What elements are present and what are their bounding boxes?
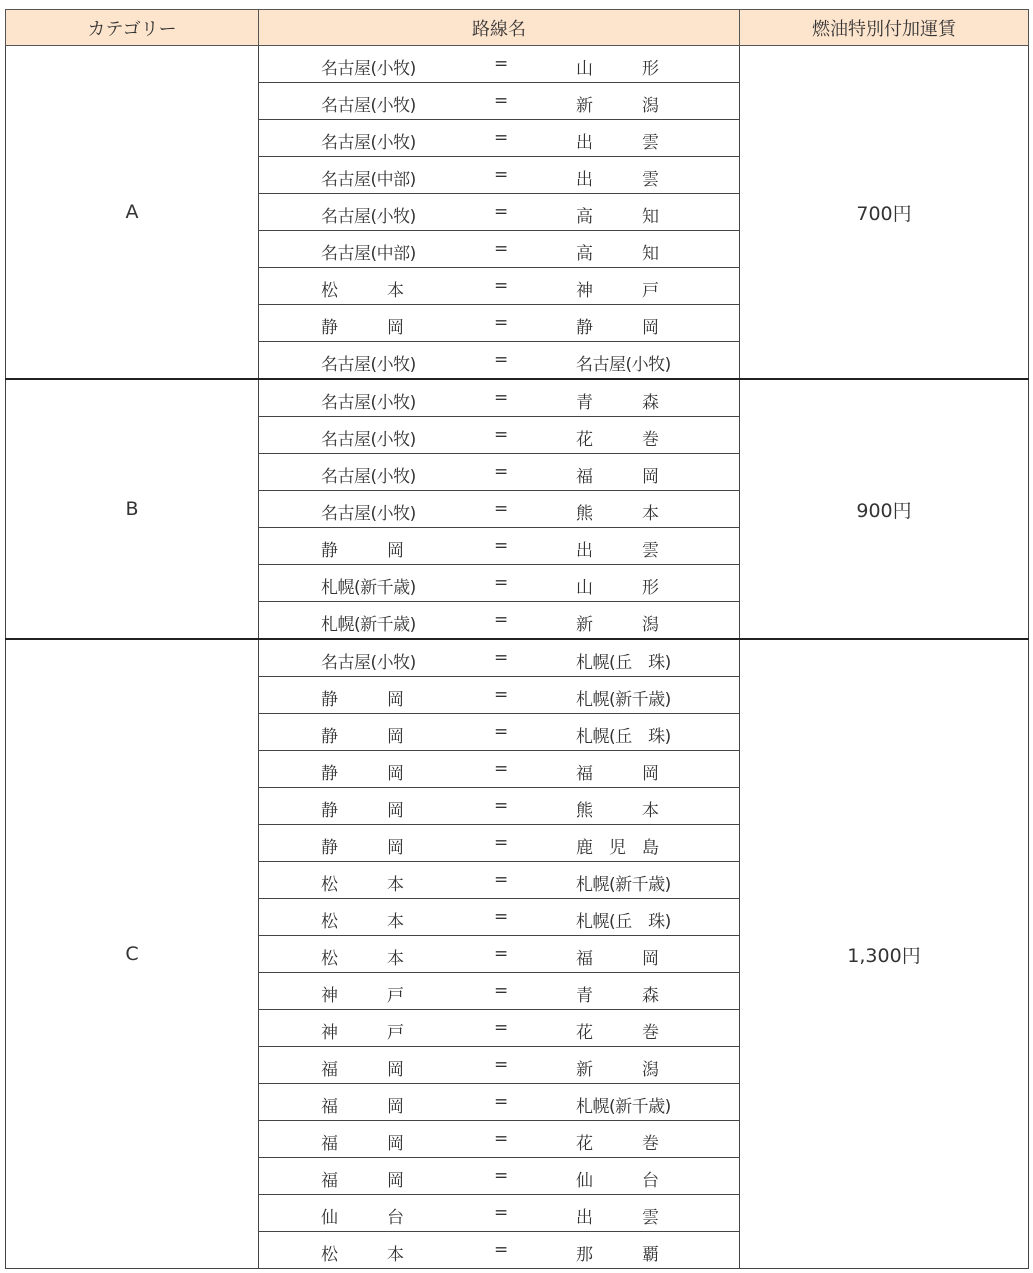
route-separator: = [494, 1240, 509, 1260]
route-origin: 静 岡 [321, 838, 404, 858]
route-destination: 花 巻 [576, 1023, 659, 1043]
route-destination: 熊 本 [576, 801, 659, 821]
route-cell [259, 788, 740, 825]
route-destination: 出 雲 [576, 133, 659, 153]
route-origin: 神 戸 [321, 986, 404, 1006]
route-origin: 松 本 [321, 1245, 404, 1265]
route-cell [259, 1158, 740, 1195]
route-separator: = [494, 722, 509, 742]
route-destination: 山 形 [576, 59, 659, 79]
route-origin: 名古屋(小牧) [321, 467, 416, 487]
route-separator: = [494, 91, 509, 111]
route-cell [259, 639, 740, 677]
route-destination: 花 巻 [576, 430, 659, 450]
route-destination: 青 森 [576, 986, 659, 1006]
route-separator: = [494, 870, 509, 890]
route-destination: 青 森 [576, 393, 659, 413]
route-destination: 新 潟 [576, 96, 659, 116]
route-cell [259, 1121, 740, 1158]
route-origin: 仙 台 [321, 1208, 404, 1228]
route-destination: 神 戸 [576, 281, 659, 301]
route-separator: = [494, 610, 509, 630]
route-cell [259, 751, 740, 788]
route-separator: = [494, 425, 509, 445]
route-cell [259, 528, 740, 565]
route-destination: 那 覇 [576, 1245, 659, 1265]
route-separator: = [494, 499, 509, 519]
route-destination: 札幌(新千歳) [576, 1097, 671, 1117]
route-origin: 名古屋(小牧) [321, 96, 416, 116]
route-origin: 松 本 [321, 281, 404, 301]
fee-cell: 900円 [740, 379, 1029, 639]
route-destination: 静 岡 [576, 318, 659, 338]
route-separator: = [494, 1166, 509, 1186]
route-separator: = [494, 944, 509, 964]
route-separator: = [494, 833, 509, 853]
route-separator: = [494, 1092, 509, 1112]
route-cell [259, 417, 740, 454]
route-destination: 仙 台 [576, 1171, 659, 1191]
route-origin: 静 岡 [321, 727, 404, 747]
route-separator: = [494, 239, 509, 259]
route-destination: 札幌(新千歳) [576, 690, 671, 710]
route-cell [259, 602, 740, 640]
route-origin: 札幌(新千歳) [321, 615, 416, 635]
fee-cell: 1,300円 [740, 639, 1029, 1269]
route-cell [259, 1084, 740, 1121]
route-separator: = [494, 388, 509, 408]
route-cell [259, 157, 740, 194]
route-separator: = [494, 276, 509, 296]
route-cell [259, 1047, 740, 1084]
route-cell [259, 862, 740, 899]
route-cell [259, 1232, 740, 1269]
route-cell [259, 305, 740, 342]
route-destination: 福 岡 [576, 764, 659, 784]
route-origin: 静 岡 [321, 801, 404, 821]
route-separator: = [494, 907, 509, 927]
route-separator: = [494, 759, 509, 779]
route-separator: = [494, 1055, 509, 1075]
route-cell [259, 268, 740, 305]
route-destination: 山 形 [576, 578, 659, 598]
route-destination: 出 雲 [576, 170, 659, 190]
route-origin: 名古屋(小牧) [321, 653, 416, 673]
table-row [6, 46, 1029, 83]
table-header-row [6, 10, 1029, 46]
route-destination: 福 岡 [576, 949, 659, 969]
route-separator: = [494, 796, 509, 816]
route-cell [259, 825, 740, 862]
route-separator: = [494, 573, 509, 593]
route-origin: 静 岡 [321, 764, 404, 784]
route-origin: 名古屋(小牧) [321, 393, 416, 413]
route-destination: 札幌(丘 珠) [576, 653, 671, 673]
route-origin: 名古屋(中部) [321, 244, 416, 264]
route-destination: 出 雲 [576, 541, 659, 561]
route-separator: = [494, 685, 509, 705]
route-origin: 福 岡 [321, 1060, 404, 1080]
fuel-surcharge-table [5, 9, 1029, 1269]
route-cell [259, 454, 740, 491]
route-origin: 福 岡 [321, 1134, 404, 1154]
category-cell: C [6, 639, 259, 1269]
route-destination: 新 潟 [576, 615, 659, 635]
route-origin: 名古屋(小牧) [321, 355, 416, 375]
route-origin: 名古屋(小牧) [321, 430, 416, 450]
category-cell: B [6, 379, 259, 639]
table-body [6, 46, 1029, 1269]
route-cell [259, 231, 740, 268]
route-destination: 新 潟 [576, 1060, 659, 1080]
route-origin: 名古屋(小牧) [321, 59, 416, 79]
route-separator: = [494, 1129, 509, 1149]
route-destination: 名古屋(小牧) [576, 355, 671, 375]
route-cell [259, 1195, 740, 1232]
table-row [6, 639, 1029, 677]
route-origin: 名古屋(小牧) [321, 504, 416, 524]
header-category: カテゴリー [6, 10, 259, 46]
route-separator: = [494, 350, 509, 370]
route-separator: = [494, 648, 509, 668]
route-separator: = [494, 165, 509, 185]
route-destination: 福 岡 [576, 467, 659, 487]
category-cell: A [6, 46, 259, 380]
route-separator: = [494, 313, 509, 333]
route-cell [259, 1010, 740, 1047]
route-destination: 札幌(丘 珠) [576, 912, 671, 932]
header-fee: 燃油特別付加運賃 [740, 10, 1029, 46]
route-origin: 静 岡 [321, 541, 404, 561]
route-cell [259, 194, 740, 231]
route-cell [259, 491, 740, 528]
route-destination: 出 雲 [576, 1208, 659, 1228]
route-origin: 静 岡 [321, 318, 404, 338]
route-cell [259, 83, 740, 120]
route-destination: 鹿 児 島 [576, 838, 659, 858]
route-origin: 神 戸 [321, 1023, 404, 1043]
route-origin: 名古屋(小牧) [321, 207, 416, 227]
route-cell [259, 342, 740, 380]
route-origin: 福 岡 [321, 1171, 404, 1191]
route-origin: 名古屋(小牧) [321, 133, 416, 153]
route-cell [259, 46, 740, 83]
route-separator: = [494, 462, 509, 482]
route-separator: = [494, 54, 509, 74]
route-origin: 札幌(新千歳) [321, 578, 416, 598]
route-origin: 松 本 [321, 912, 404, 932]
route-destination: 花 巻 [576, 1134, 659, 1154]
route-cell [259, 714, 740, 751]
route-origin: 松 本 [321, 875, 404, 895]
route-separator: = [494, 128, 509, 148]
fare-table-container [5, 9, 1029, 1269]
route-separator: = [494, 202, 509, 222]
route-origin: 松 本 [321, 949, 404, 969]
route-separator: = [494, 981, 509, 1001]
route-cell [259, 565, 740, 602]
route-cell [259, 899, 740, 936]
route-origin: 福 岡 [321, 1097, 404, 1117]
route-cell [259, 973, 740, 1010]
route-cell [259, 936, 740, 973]
route-separator: = [494, 1203, 509, 1223]
route-origin: 静 岡 [321, 690, 404, 710]
route-destination: 札幌(新千歳) [576, 875, 671, 895]
route-destination: 熊 本 [576, 504, 659, 524]
table-row [6, 379, 1029, 417]
route-cell [259, 677, 740, 714]
route-origin: 名古屋(中部) [321, 170, 416, 190]
header-route: 路線名 [259, 10, 740, 46]
route-cell [259, 379, 740, 417]
route-destination: 札幌(丘 珠) [576, 727, 671, 747]
route-destination: 高 知 [576, 244, 659, 264]
fee-cell: 700円 [740, 46, 1029, 380]
route-cell [259, 120, 740, 157]
route-destination: 高 知 [576, 207, 659, 227]
route-separator: = [494, 536, 509, 556]
route-separator: = [494, 1018, 509, 1038]
